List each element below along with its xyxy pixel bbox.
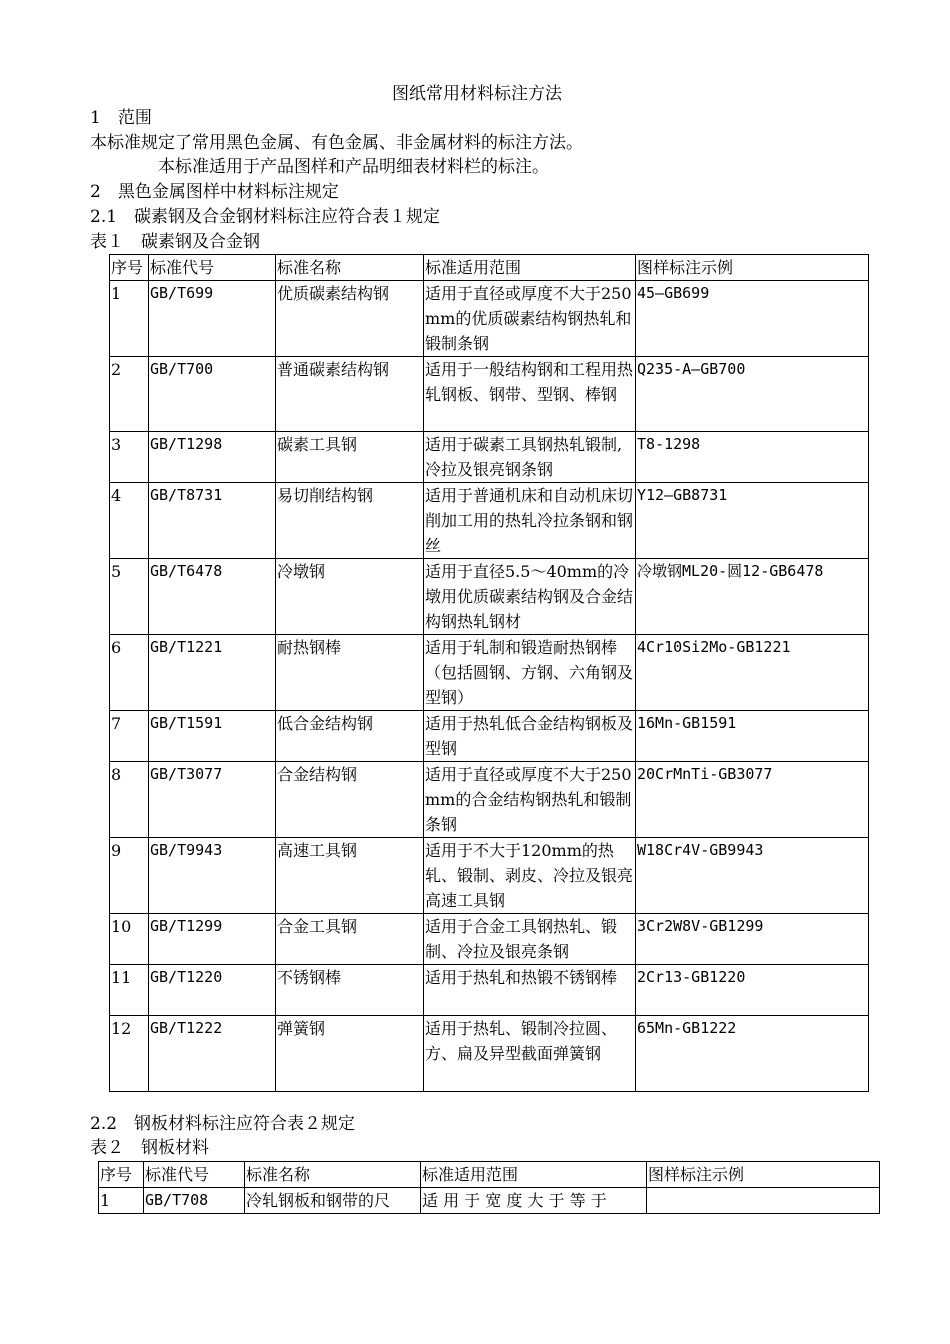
table-row [110,559,869,635]
table-row [110,281,869,357]
header-standard-name: 标准名称 [276,255,424,281]
table-row [110,711,869,762]
table-row [110,357,869,432]
cell-serial: 12 [110,1016,149,1092]
cell-standard-name: 弹簧钢 [276,1016,424,1092]
cell-standard-name: 易切削结构钢 [276,483,424,559]
table-row [110,1016,869,1092]
cell-serial: 8 [110,762,149,838]
table-row [110,838,869,914]
cell-example [647,1188,880,1214]
cell-serial: 2 [110,357,149,432]
cell-standard-code: GB/T1220 [149,965,276,1016]
cell-example: 20CrMnTi-GB3077 [636,762,869,838]
cell-standard-name: 普通碳素结构钢 [276,357,424,432]
cell-scope: 适用于一般结构钢和工程用热轧钢板、钢带、型钢、棒钢 [424,357,636,432]
cell-standard-code: GB/T6478 [149,559,276,635]
cell-example: 3Cr2W8V-GB1299 [636,914,869,965]
table-row [110,762,869,838]
cell-scope: 适用于轧制和锻造耐热钢棒（包括圆钢、方钢、六角钢及型钢） [424,635,636,711]
cell-standard-code: GB/T1299 [149,914,276,965]
cell-standard-code: GB/T8731 [149,483,276,559]
cell-standard-name: 耐热钢棒 [276,635,424,711]
header-standard-code: 标准代号 [144,1162,245,1188]
cell-standard-name: 低合金结构钢 [276,711,424,762]
document-title: 图纸常用材料标注方法 [392,84,562,104]
cell-scope: 适用于热轧、锻制冷拉圆、方、扁及异型截面弹簧钢 [424,1016,636,1092]
section-2-1-heading: 2.1 碳素钢及合金钢材料标注应符合表１规定 [90,207,441,227]
cell-serial: 1 [110,281,149,357]
cell-scope: 适用于不大于120mm的热轧、锻制、剥皮、冷拉及银亮高速工具钢 [424,838,636,914]
section-2-2-heading: 2.2 钢板材料标注应符合表２规定 [90,1114,356,1134]
cell-example: 2Cr13-GB1220 [636,965,869,1016]
table-row [110,914,869,965]
table-row [110,965,869,1016]
header-scope: 标准适用范围 [424,255,636,281]
cell-standard-code: GB/T708 [144,1188,245,1214]
cell-standard-name: 合金结构钢 [276,762,424,838]
scope-paragraph-2: 本标准适用于产品图样和产品明细表材料栏的标注。 [158,157,549,177]
cell-standard-name: 优质碳素结构钢 [276,281,424,357]
cell-serial: 11 [110,965,149,1016]
cell-scope: 适用于直径5.5～40mm的冷墩用优质碳素结构钢及合金结构钢热轧钢材 [424,559,636,635]
cell-serial: 10 [110,914,149,965]
table-2-caption: 表２ 钢板材料 [90,1138,209,1158]
cell-serial: 6 [110,635,149,711]
header-standard-code: 标准代号 [149,255,276,281]
cell-scope: 适 用 于 宽 度 大 于 等 于 [421,1188,647,1214]
cell-scope: 适用于直径或厚度不大于250mm的合金结构钢热轧和锻制条钢 [424,762,636,838]
cell-standard-code: GB/T1591 [149,711,276,762]
cell-example: W18Cr4V-GB9943 [636,838,869,914]
cell-scope: 适用于合金工具钢热轧、锻制、冷拉及银亮条钢 [424,914,636,965]
cell-standard-code: GB/T699 [149,281,276,357]
header-scope: 标准适用范围 [421,1162,647,1188]
table-row [110,432,869,483]
header-serial: 序号 [110,255,149,281]
cell-example: 冷墩钢ML20-圆12-GB6478 [636,559,869,635]
cell-scope: 适用于热轧低合金结构钢板及型钢 [424,711,636,762]
cell-example: Q235-A—GB700 [636,357,869,432]
cell-example: T8-1298 [636,432,869,483]
cell-standard-name: 冷墩钢 [276,559,424,635]
cell-example: 16Mn-GB1591 [636,711,869,762]
table-steel-plate [98,1161,880,1214]
cell-serial: 1 [99,1188,144,1214]
cell-scope: 适用于碳素工具钢热轧锻制,冷拉及银亮钢条钢 [424,432,636,483]
section-1-heading: 1 范围 [90,108,152,128]
table-row [110,483,869,559]
cell-standard-code: GB/T3077 [149,762,276,838]
table-header-row [110,255,869,281]
header-example: 图样标注示例 [647,1162,880,1188]
header-serial: 序号 [99,1162,144,1188]
cell-scope: 适用于热轧和热锻不锈钢棒 [424,965,636,1016]
cell-serial: 3 [110,432,149,483]
cell-standard-code: GB/T1298 [149,432,276,483]
cell-standard-name: 合金工具钢 [276,914,424,965]
cell-serial: 4 [110,483,149,559]
cell-serial: 9 [110,838,149,914]
table-carbon-alloy-steel [109,254,869,1092]
cell-scope: 适用于直径或厚度不大于250mm的优质碳素结构钢热轧和锻制条钢 [424,281,636,357]
cell-example: 45—GB699 [636,281,869,357]
table-row [99,1188,880,1214]
cell-serial: 7 [110,711,149,762]
table-1-caption: 表１ 碳素钢及合金钢 [90,232,260,252]
cell-serial: 5 [110,559,149,635]
cell-standard-name: 碳素工具钢 [276,432,424,483]
cell-standard-name: 冷轧钢板和钢带的尺 [245,1188,421,1214]
cell-standard-code: GB/T9943 [149,838,276,914]
cell-standard-name: 不锈钢棒 [276,965,424,1016]
cell-standard-code: GB/T1221 [149,635,276,711]
header-example: 图样标注示例 [636,255,869,281]
cell-scope: 适用于普通机床和自动机床切削加工用的热轧冷拉条钢和钢丝 [424,483,636,559]
cell-standard-code: GB/T1222 [149,1016,276,1092]
cell-example: 65Mn-GB1222 [636,1016,869,1092]
scope-paragraph-1: 本标准规定了常用黑色金属、有色金属、非金属材料的标注方法。 [90,133,583,153]
table-header-row [99,1162,880,1188]
cell-example: Y12—GB8731 [636,483,869,559]
table-row [110,635,869,711]
cell-example: 4Cr10Si2Mo-GB1221 [636,635,869,711]
header-standard-name: 标准名称 [245,1162,421,1188]
cell-standard-code: GB/T700 [149,357,276,432]
cell-standard-name: 高速工具钢 [276,838,424,914]
section-2-heading: 2 黑色金属图样中材料标注规定 [90,182,339,202]
